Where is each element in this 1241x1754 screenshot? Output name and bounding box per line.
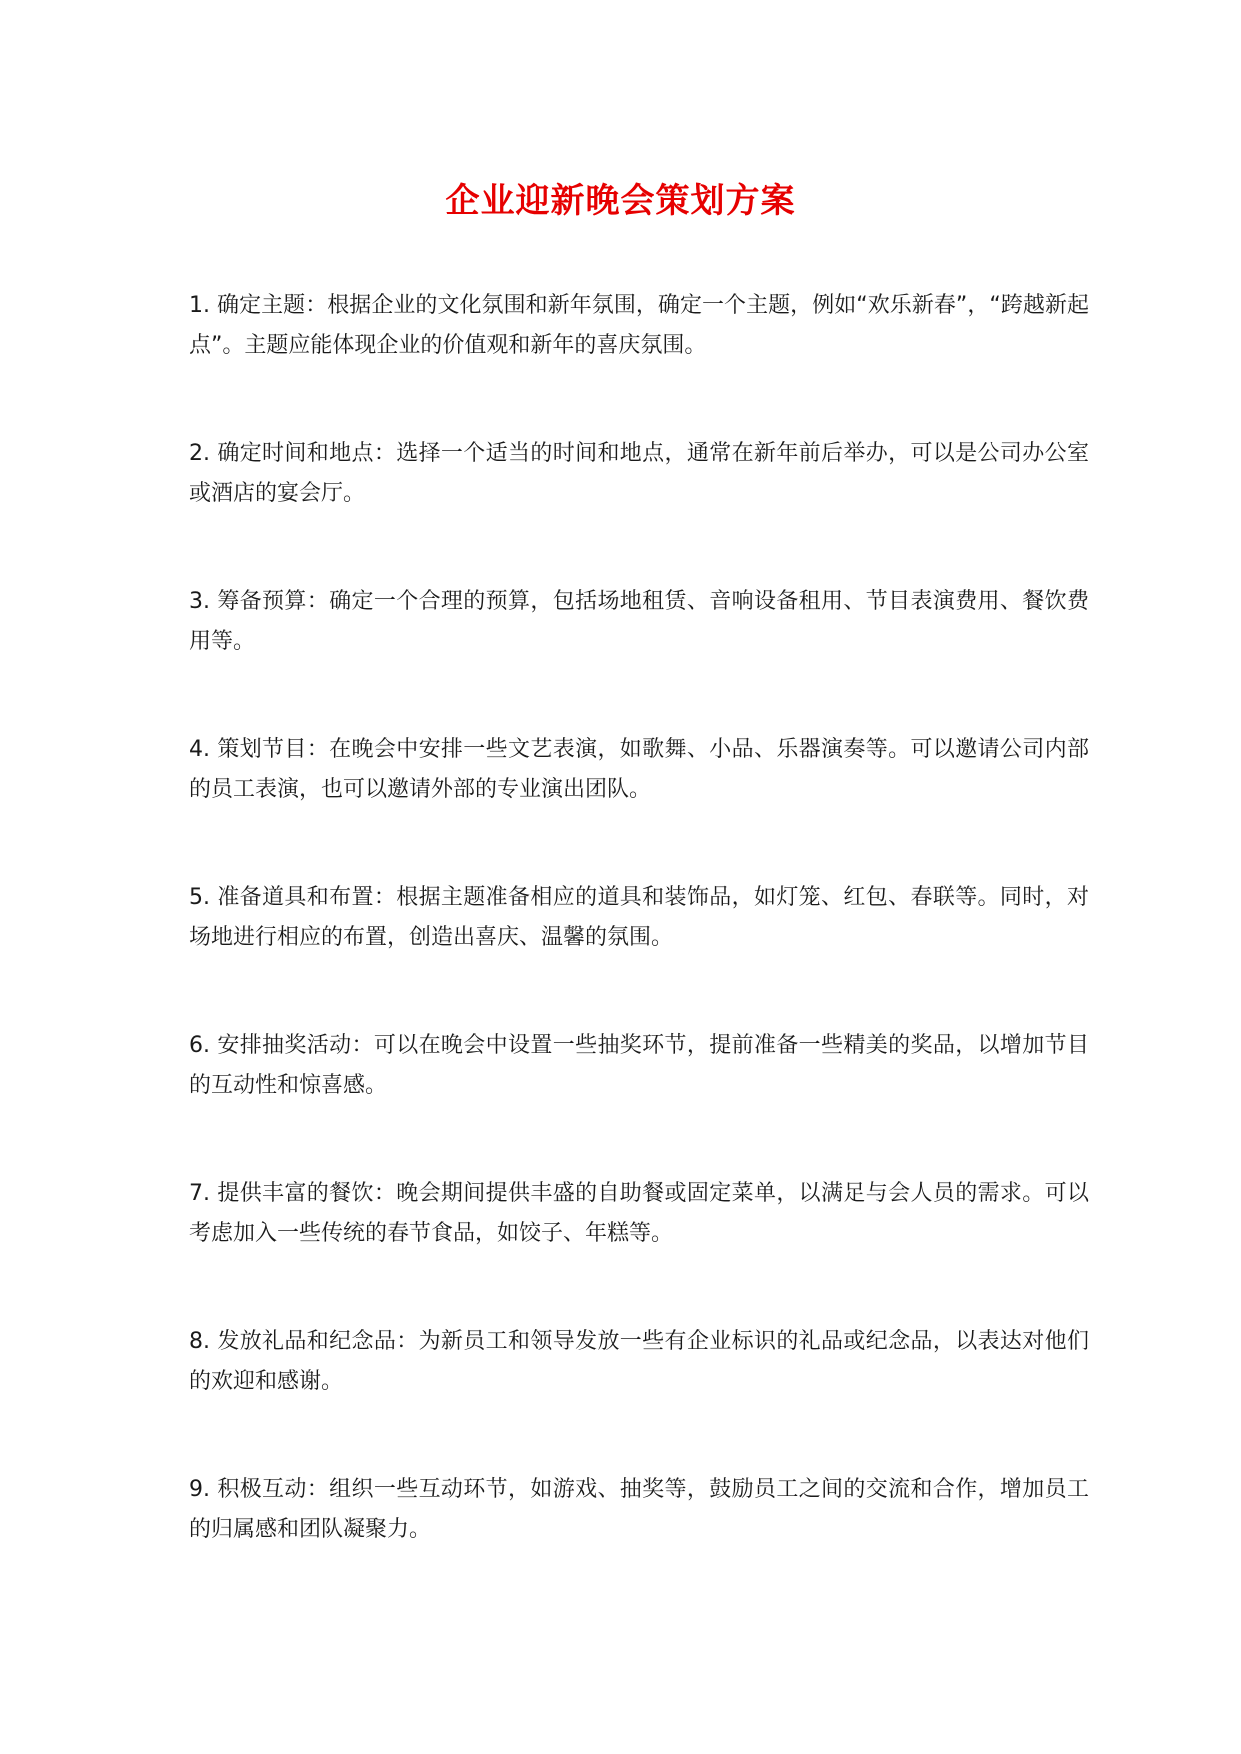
plan-item-5: 5. 准备道具和布置：根据主题准备相应的道具和装饰品，如灯笼、红包、春联等。同时，对场地进行相应的布置，创造出喜庆、温馨的氛围。 bbox=[189, 885, 1089, 950]
plan-item-4: 4. 策划节目：在晚会中安排一些文艺表演，如歌舞、小品、乐器演奏等。可以邀请公司内部的员工表演，也可以邀请外部的专业演出团队。 bbox=[189, 737, 1089, 802]
plan-item-list bbox=[189, 286, 1089, 1618]
plan-item-6: 6. 安排抽奖活动：可以在晚会中设置一些抽奖环节，提前准备一些精美的奖品，以增加节目的互动性和惊喜感。 bbox=[189, 1033, 1089, 1098]
plan-item-7: 7. 提供丰富的餐饮：晚会期间提供丰盛的自助餐或固定菜单，以满足与会人员的需求。可以考虑加入一些传统的春节食品，如饺子、年糕等。 bbox=[189, 1181, 1089, 1246]
document-title: 企业迎新晚会策划方案 bbox=[445, 181, 796, 221]
plan-item-2: 2. 确定时间和地点：选择一个适当的时间和地点，通常在新年前后举办，可以是公司办公室或酒店的宴会厅。 bbox=[189, 441, 1089, 506]
plan-item-8: 8. 发放礼品和纪念品：为新员工和领导发放一些有企业标识的礼品或纪念品，以表达对他们的欢迎和感谢。 bbox=[189, 1329, 1089, 1394]
plan-item-9: 9. 积极互动：组织一些互动环节，如游戏、抽奖等，鼓励员工之间的交流和合作，增加员工的归属感和团队凝聚力。 bbox=[189, 1477, 1089, 1542]
plan-item-3: 3. 筹备预算：确定一个合理的预算，包括场地租赁、音响设备租用、节目表演费用、餐饮费用等。 bbox=[189, 589, 1089, 654]
plan-item-1: 1. 确定主题：根据企业的文化氛围和新年氛围，确定一个主题，例如“欢乐新春”，“跨越新起点”。主题应能体现企业的价值观和新年的喜庆氛围。 bbox=[189, 293, 1089, 358]
